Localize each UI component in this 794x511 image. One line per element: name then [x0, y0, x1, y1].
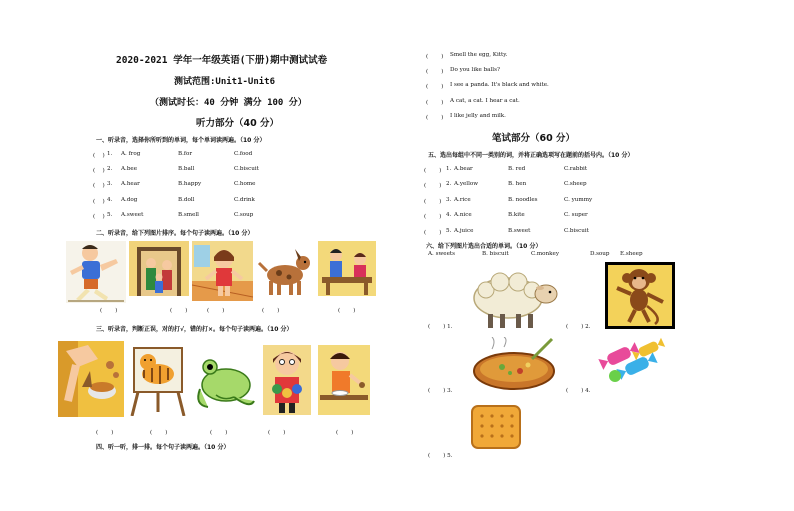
part2-blank-1[interactable]: ( ) — [100, 308, 118, 314]
monkey-picture — [605, 262, 675, 329]
part6-item-2[interactable]: ( ) 2. — [566, 324, 591, 330]
option-e: E.sheep — [620, 251, 643, 257]
option-c: C.monkey — [531, 251, 559, 257]
part2-blank-3[interactable]: ( ) — [207, 308, 225, 314]
girl-at-home-picture — [192, 241, 253, 301]
part2-blank-2[interactable]: ( ) — [170, 308, 188, 314]
part3-blank-2[interactable]: ( ) — [150, 430, 168, 436]
option-b: B. biscuit — [482, 251, 509, 257]
part6-item-5[interactable]: ( ) 5. — [428, 453, 453, 459]
biscuit-picture — [466, 402, 526, 452]
part5-instruction: 五、选出每组中不同一类别的词，并将正确选项写在题前的括号内。（10 分） — [428, 152, 634, 159]
exam-page: 2020-2021 学年一年级英语(下册)期中测试试卷 测试范围:Unit1-Unit6 （测试时长：40 分钟 满分 100 分） 听力部分（40 分） 一、听录音，选择你所听到的单词，每个单词读两遍。（10 分） ( ) 1. A. frog B.for C.food ( ) 2. A.bee B.ball C.biscuit ( ) 3. A.hear B.happy C.home ( ) 4. A.dog B.doll C.drink ( ) 5. A.sweet B.smell C.soup 二、听录音，给下列图片排序。每个句子读两遍。（10 分） ( ) ( ) ( ) ( ) ( ) 三、听录音，判断正误，对的打√，错的打×。每个句子读两遍。（10 分） ( ) ( ) ( ) ( ) ( ) 四、听一听，排一排。每个句子读两遍。（10 分） ( ) Smell the egg, Kitty. ( ) Do you like balls? ( ) I see a panda. It's black and white. ( ) A cat, a cat. I hear a cat. ( ) I like jelly and milk. 笔试部分（60 分） 五、选出每组中不同一类别的词，并将正确选项写在题前的括号内。（10 分） ( ) 1. A.bear B. red C.rabbit ( ) 2. A.yellow B. hen C.sheep ( ) 3. A.rice B. noodles C. yummy ( ) 4. A.nice B.kite C. super ( ) 5. A.juice B.sweet C.biscuit 六、给下列图片选出合适的单词。（10 分） A. sweets B. biscuit C.monkey D.soup E.sheep ( ) 1. ( ) 2. ( ) 3. ( ) 4. ( ) 5. — [0, 0, 794, 511]
family-table-picture — [318, 241, 376, 296]
part6-item-3[interactable]: ( ) 3. — [428, 388, 453, 394]
listening-heading: 听力部分（40 分） — [196, 118, 280, 129]
hand-bowl-picture — [58, 341, 124, 417]
part3-blank-1[interactable]: ( ) — [96, 430, 114, 436]
exam-title: 2020-2021 学年一年级英语(下册)期中测试试卷 — [116, 55, 328, 66]
girl-eating-picture — [318, 345, 370, 415]
test-time: （测试时长：40 分钟 满分 100 分） — [150, 98, 307, 108]
option-d: D.soup — [590, 251, 610, 257]
boy-running-picture — [66, 241, 126, 303]
sheep-picture — [466, 266, 562, 330]
girl-with-dolls-picture — [263, 345, 311, 415]
written-heading: 笔试部分（60 分） — [492, 133, 576, 144]
family-doorway-picture — [129, 241, 189, 296]
part1-instruction: 一、听录音，选择你所听到的单词，每个单词读两遍。（10 分） — [96, 137, 266, 144]
part3-blank-4[interactable]: ( ) — [268, 430, 286, 436]
part6-item-1[interactable]: ( ) 1. — [428, 324, 453, 330]
tiger-easel-picture — [130, 346, 186, 416]
frog-picture — [194, 345, 256, 413]
part2-blank-4[interactable]: ( ) — [262, 308, 280, 314]
part3-instruction: 三、听录音，判断正误，对的打√，错的打×。每个句子读两遍。（10 分） — [96, 326, 293, 333]
dog-picture — [255, 241, 315, 301]
option-a: A. sweets — [428, 251, 455, 257]
part3-blank-5[interactable]: ( ) — [336, 430, 354, 436]
sweets-picture — [597, 336, 669, 386]
test-range: 测试范围:Unit1-Unit6 — [174, 77, 276, 87]
part2-instruction: 二、听录音，给下列图片排序。每个句子读两遍。（10 分） — [96, 230, 254, 237]
part4-instruction: 四、听一听，排一排。每个句子读两遍。（10 分） — [96, 444, 230, 451]
part6-instruction: 六、给下列图片选出合适的单词。（10 分） — [426, 243, 542, 250]
part6-item-4[interactable]: ( ) 4. — [566, 388, 591, 394]
part3-blank-3[interactable]: ( ) — [210, 430, 228, 436]
part2-blank-5[interactable]: ( ) — [338, 308, 356, 314]
soup-picture — [472, 337, 558, 395]
